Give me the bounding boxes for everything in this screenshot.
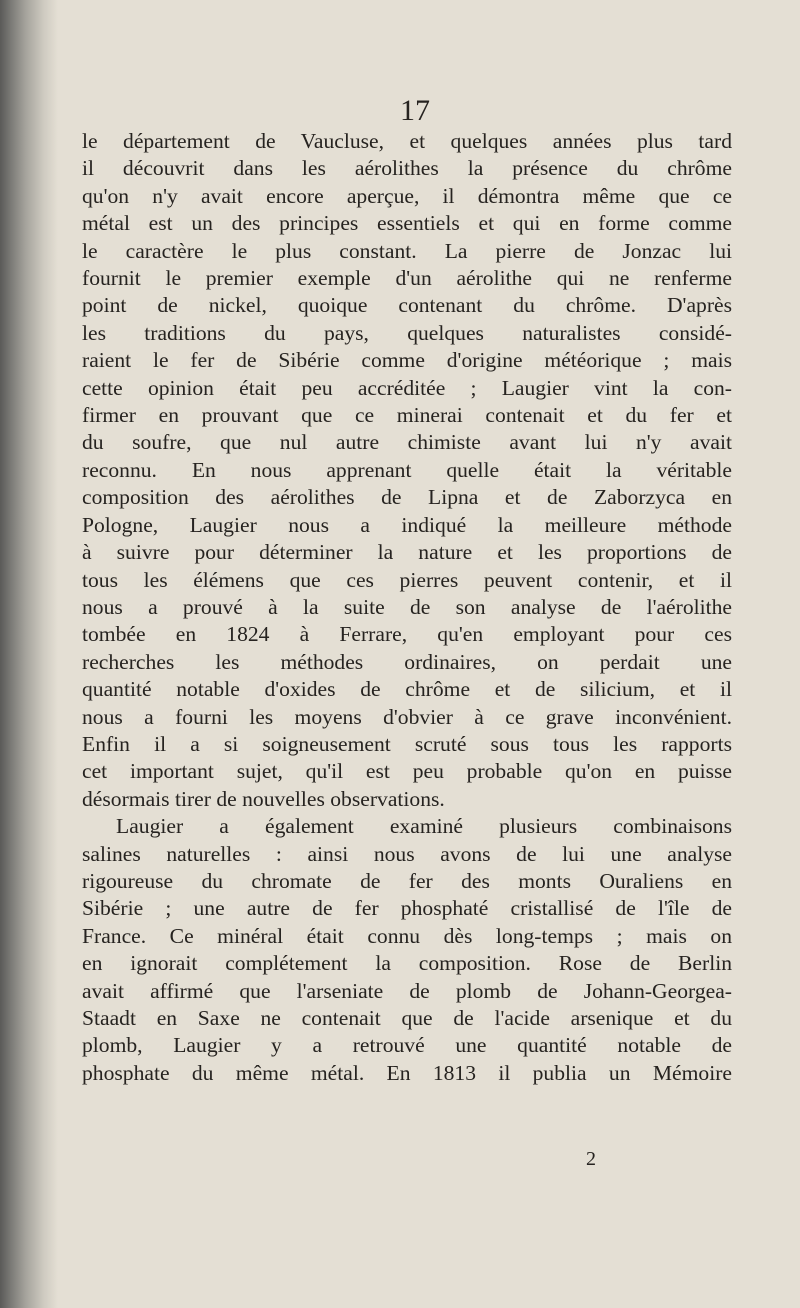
text-line: cet important sujet, qu'il est peu probable qu'on en puisse bbox=[82, 759, 732, 784]
text-line: quantité notable d'oxides de chrôme et de silicium, et il bbox=[82, 677, 732, 702]
text-line: Laugier a également examiné plusieurs combinaisons bbox=[116, 814, 732, 839]
text-line: tous les élémens que ces pierres peuvent contenir, et il bbox=[82, 567, 732, 592]
paragraph-2 bbox=[82, 813, 732, 1087]
text-line: du soufre, que nul autre chimiste avant lui n'y avait bbox=[82, 430, 732, 455]
text-line: tombée en 1824 à Ferrare, qu'en employant pour ces bbox=[82, 622, 732, 647]
book-gutter-shadow bbox=[0, 0, 58, 1308]
text-line: Sibérie ; une autre de fer phosphaté cristallisé de l'île de bbox=[82, 896, 732, 921]
text-line: composition des aérolithes de Lipna et de Zaborzyca en bbox=[82, 485, 732, 510]
text-line: avait affirmé que l'arseniate de plomb de Johann-Georgea- bbox=[82, 978, 732, 1003]
text-line: qu'on n'y avait encore aperçue, il démontra même que ce bbox=[82, 183, 732, 208]
text-line: France. Ce minéral était connu dès long-temps ; mais on bbox=[82, 923, 732, 948]
text-line: il découvrit dans les aérolithes la présence du chrôme bbox=[82, 156, 732, 181]
text-line: phosphate du même métal. En 1813 il publia un Mémoire bbox=[82, 1060, 732, 1085]
text-line: nous a prouvé à la suite de son analyse de l'aérolithe bbox=[82, 594, 732, 619]
text-line: cette opinion était peu accréditée ; Laugier vint la con- bbox=[82, 375, 732, 400]
text-line: salines naturelles : ainsi nous avons de lui une analyse bbox=[82, 841, 732, 866]
text-line: rigoureuse du chromate de fer des monts Ouraliens en bbox=[82, 868, 732, 893]
text-line: raient le fer de Sibérie comme d'origine météorique ; mais bbox=[82, 348, 732, 373]
text-line: point de nickel, quoique contenant du chrôme. D'après bbox=[82, 293, 732, 318]
text-line: métal est un des principes essentiels et qui en forme comme bbox=[82, 211, 732, 236]
text-line: le caractère le plus constant. La pierre de Jonzac lui bbox=[82, 238, 732, 263]
book-page bbox=[58, 0, 800, 1308]
page-number: 17 bbox=[400, 94, 430, 127]
text-line: fournit le premier exemple d'un aérolithe qui ne renferme bbox=[82, 266, 732, 291]
text-line: Enfin il a si soigneusement scruté sous tous les rapports bbox=[82, 731, 732, 756]
text-line: reconnu. En nous apprenant quelle était la véritable bbox=[82, 457, 732, 482]
text-line: nous a fourni les moyens d'obvier à ce grave inconvénient. bbox=[82, 704, 732, 729]
text-line: Staadt en Saxe ne contenait que de l'acide arsenique et du bbox=[82, 1006, 732, 1030]
text-line: plomb, Laugier y a retrouvé une quantité notable de bbox=[82, 1033, 732, 1058]
text-line: firmer en prouvant que ce minerai contenait et du fer et bbox=[82, 403, 732, 428]
text-line: les traditions du pays, quelques naturalistes considé- bbox=[82, 320, 732, 345]
text-line: en ignorait complétement la composition. Rose de Berlin bbox=[82, 951, 732, 976]
text-line: désormais tirer de nouvelles observations. bbox=[82, 786, 445, 811]
signature-mark: 2 bbox=[586, 1148, 596, 1170]
paragraph-1 bbox=[82, 128, 732, 813]
text-line: le département de Vaucluse, et quelques années plus tard bbox=[82, 129, 732, 153]
text-line: Pologne, Laugier nous a indiqué la meilleure méthode bbox=[82, 512, 732, 537]
body-text bbox=[82, 128, 732, 1087]
text-line: à suivre pour déterminer la nature et les proportions de bbox=[82, 540, 732, 565]
text-line: recherches les méthodes ordinaires, on perdait une bbox=[82, 649, 732, 674]
